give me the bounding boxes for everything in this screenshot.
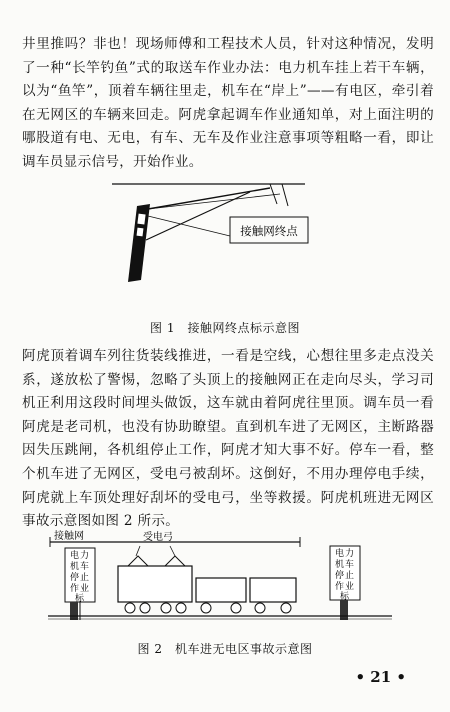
wire-label: 接触网 <box>54 531 84 542</box>
page-number: • 21 • <box>355 668 406 686</box>
sign-marker <box>137 228 144 237</box>
bracket-wire <box>148 194 280 209</box>
pantograph-label: 受电弓 <box>143 532 173 543</box>
left-sign-text: 电力 机车 停止 作业 标 <box>70 551 90 604</box>
sign-marker <box>137 214 145 225</box>
figure-1-caption: 图 1 接触网终点标示意图 <box>150 321 300 335</box>
pantograph-right <box>165 556 185 566</box>
wire-drop <box>282 184 288 206</box>
paragraph-1: 井里推吗？非也！现场师傅和工程技术人员，针对这种情况，发明了一种“长竿钓鱼”式的取送车作业办法：电力机车挂上若干车辆，以为“鱼竿”，顶着车辆往里走，机车在“岸上”——有电区，牵引着在无网区的车辆来回走。阿虎拿起调车作业通知单，对上面注明的哪股道有电、无电，有车、无车及作业注意事项等粗略一看，即让调车员显示信号，开始作业。 <box>22 36 434 170</box>
wagon-1 <box>196 578 246 602</box>
wagon-2 <box>250 578 296 602</box>
wire-drop <box>270 184 277 204</box>
right-sign-text: 电力 机车 停止 作业 标 <box>335 549 355 602</box>
locomotive-body <box>118 566 192 602</box>
paragraph-2: 阿虎顶着调车列往货装线推进，一看是空线，心想往里多走点没关系，遂放松了警惕，忽略了头顶上的接触网正在走向尽头，学习司机正利用这段时间埋头做饭，这车就由着阿虎往里顶。调车员一看阿虎是老司机，也没有协助瞭望。直到机车进了无网区，主断路器因失压跳闸，各机组停止工作，阿虎才知大事不好。停车一看，整个机车进了无网区，受电弓被刮坏。这倒好，不用办理停电手续，阿虎就上车顶处理好刮坏的受电弓，坐等救援。阿虎机班进无网区事故示意图如图 2 所示。 <box>22 348 434 530</box>
figure-2-caption: 图 2 机车进无电区事故示意图 <box>137 642 313 656</box>
figure-1 <box>0 176 450 306</box>
bracket-arm <box>148 188 270 209</box>
right-sign-post <box>340 600 348 620</box>
figure1-label: 接触网终点 <box>240 224 298 238</box>
left-sign-post <box>70 602 78 620</box>
figure-2 <box>0 528 450 636</box>
wheels <box>125 603 291 613</box>
pantograph-left <box>128 556 148 566</box>
